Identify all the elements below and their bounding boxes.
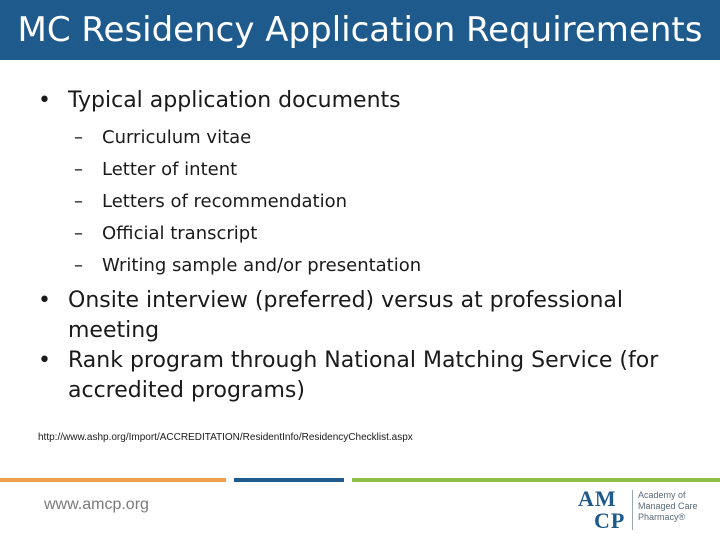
sub-text: Official transcript <box>102 223 258 244</box>
bullet-item <box>36 346 676 406</box>
footer-rule-orange <box>0 478 226 482</box>
sub-item <box>74 218 676 250</box>
bullet-text: Typical application documents <box>68 88 401 113</box>
logo-line: Pharmacy® <box>638 512 686 522</box>
bullet-dot: • <box>38 288 51 313</box>
sub-item <box>74 122 676 154</box>
sub-text: Letters of recommendation <box>102 191 348 212</box>
bullet-dot: • <box>38 88 51 113</box>
logo-line: Academy of <box>638 490 686 500</box>
footer-website[interactable]: www.amcp.org <box>44 496 149 513</box>
bullet-item <box>36 86 676 116</box>
sub-dash: – <box>74 223 83 244</box>
bullet-text: Rank program through National Matching Service (for accredited programs) <box>68 348 659 403</box>
sub-item <box>74 186 676 218</box>
bullet-text: Onsite interview (preferred) versus at professional meeting <box>68 288 623 343</box>
footer-rule-blue <box>234 478 344 482</box>
sub-list <box>74 122 676 282</box>
bullet-item <box>36 286 676 346</box>
source-url[interactable]: http://www.ashp.org/Import/ACCREDITATION/ResidentInfo/ResidencyChecklist.aspx <box>38 432 413 443</box>
logo-line: Managed Care <box>638 501 698 511</box>
logo-text <box>638 490 718 523</box>
amcp-logo-mark <box>578 486 630 534</box>
sub-dash: – <box>74 159 83 180</box>
slide-title: MC Residency Application Requirements <box>17 10 703 50</box>
slide-content <box>36 86 676 406</box>
sub-text: Letter of intent <box>102 159 238 180</box>
footer-rule-green <box>352 478 720 482</box>
sub-item <box>74 250 676 282</box>
sub-dash: – <box>74 127 83 148</box>
sub-text: Curriculum vitae <box>102 127 252 148</box>
logo-divider <box>632 490 633 530</box>
sub-text: Writing sample and/or presentation <box>102 255 422 276</box>
sub-dash: – <box>74 191 83 212</box>
logo-mark-top: AM <box>578 486 617 511</box>
sub-item <box>74 154 676 186</box>
logo-mark-bottom: CP <box>594 508 626 533</box>
bullet-dot: • <box>38 348 51 373</box>
amcp-logo <box>578 486 718 536</box>
sub-dash: – <box>74 255 83 276</box>
